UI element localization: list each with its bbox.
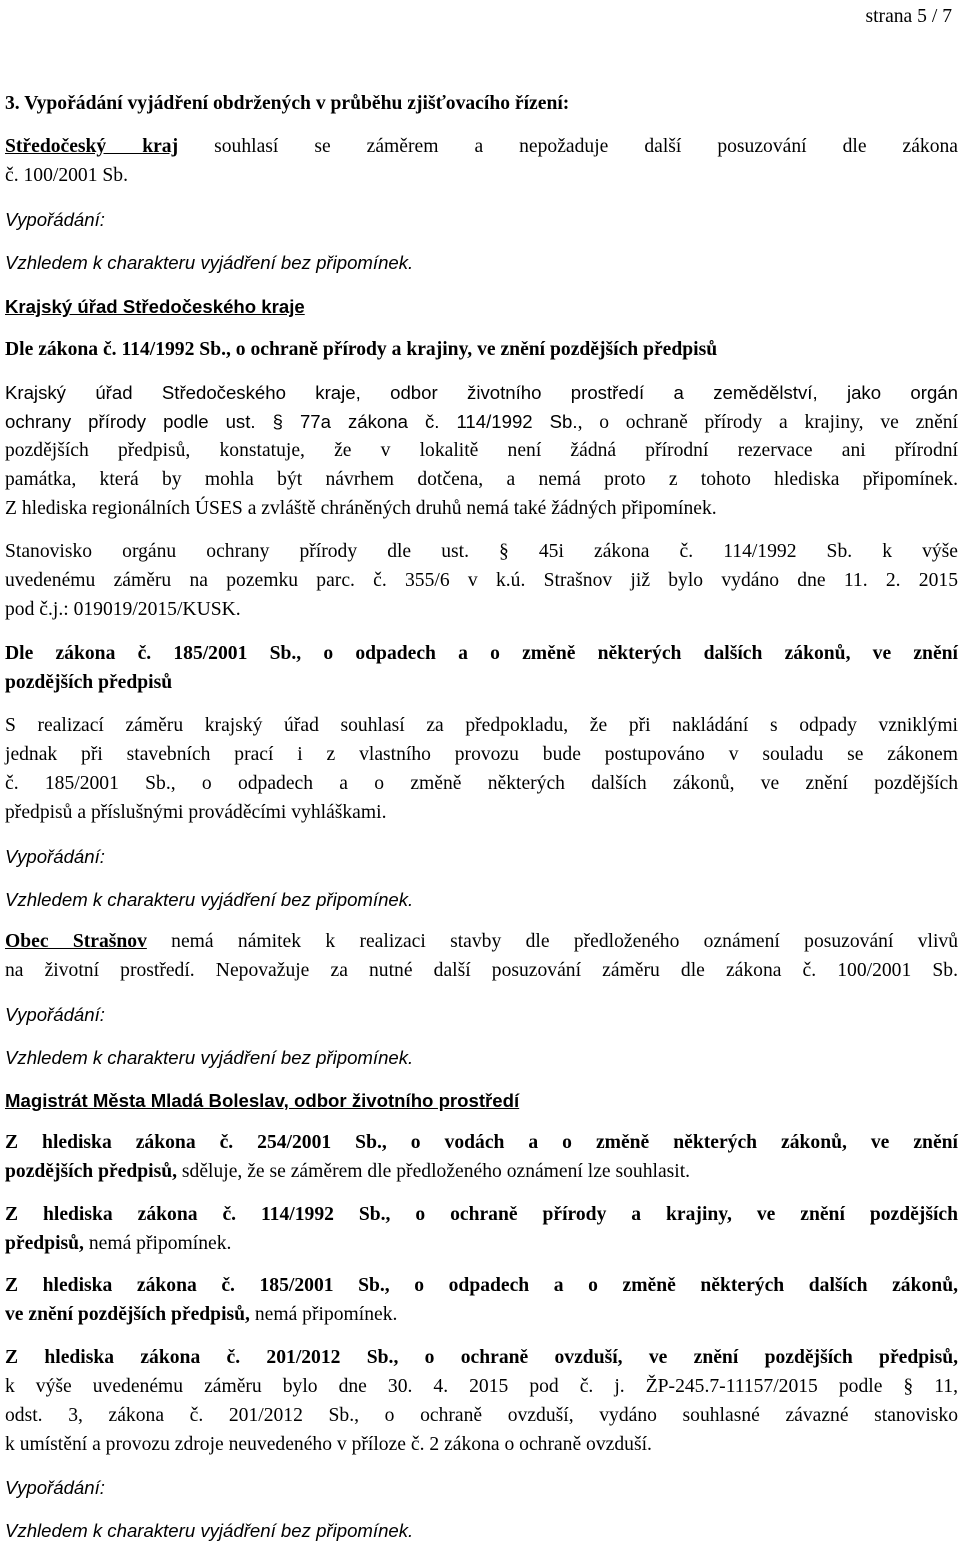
org-name: Obec Strašnov	[5, 931, 147, 952]
paragraph-line: uvedenému záměru na pozemku parc. č. 355/6 v k.ú. Strašnov již bylo vydáno dne 11. 2. 2015	[5, 570, 958, 591]
statement-obec-strasnov	[5, 927, 958, 956]
law-statement-254-cont	[5, 1157, 690, 1186]
law-statement-201: Z hlediska zákona č. 201/2012 Sb., o ochraně ovzduší, ve znění pozdějších předpisů,	[5, 1347, 958, 1368]
paragraph-line: S realizací záměru krajský úřad souhlasí za předpokladu, že při nakládání s odpady vzniklými	[5, 715, 958, 736]
law-statement-114: Z hlediska zákona č. 114/1992 Sb., o ochraně přírody a krajiny, ve znění pozdějších	[5, 1204, 958, 1225]
org-heading-magistrat: Magistrát Města Mladá Boleslav, odbor životního prostředí	[5, 1090, 520, 1111]
law-span: předpisů,	[5, 1233, 84, 1254]
paragraph-line: jednak při stavebních prací i z vlastního provozu bude postupováno v souladu se zákonem	[5, 744, 958, 765]
vyporadani-label: Vypořádání:	[5, 1477, 105, 1498]
vyporadani-text: Vzhledem k charakteru vyjádření bez připomínek.	[5, 889, 414, 910]
paragraph-span: ochrany přírody podle ust. § 77a zákona č. 114/1992 Sb.	[5, 411, 578, 432]
paragraph-line: pozdějších předpisů, konstatuje, že v lokalitě není žádná přírodní rezervace ani přírodní	[5, 440, 958, 461]
statement-text-cont: č. 100/2001 Sb.	[5, 165, 129, 186]
paragraph-line: Krajský úřad Středočeského kraje, odbor životního prostředí a zemědělství, jako orgán	[5, 382, 958, 403]
paragraph-line: odst. 3, zákona č. 201/2012 Sb., o ochraně ovzduší, vydáno souhlasné závazné stanovisko	[5, 1405, 958, 1426]
law-heading-185: Dle zákona č. 185/2001 Sb., o odpadech a o změně některých dalších zákonů, ve znění	[5, 643, 958, 664]
law-span: nemá připomínek.	[83, 1233, 232, 1254]
law-statement-254: Z hlediska zákona č. 254/2001 Sb., o vodách a o změně některých zákonů, ve znění	[5, 1132, 958, 1153]
statement-stredocesky-kraj	[5, 132, 958, 161]
paragraph-line: k výše uvedenému záměru bylo dne 30. 4. 2015 pod č. j. ŽP-245.7-11157/2015 podle § 11,	[5, 1376, 958, 1397]
law-statement-185-cont	[5, 1300, 397, 1329]
org-heading-krajsky-urad: Krajský úřad Středočeského kraje	[5, 296, 305, 317]
paragraph-line: Z hlediska regionálních ÚSES a zvláště chráněných druhů nemá také žádných připomínek.	[5, 498, 717, 519]
paragraph-line: předpisů a příslušnými prováděcími vyhláškami.	[5, 802, 387, 823]
law-span: pozdějších předpisů,	[5, 1161, 178, 1182]
vyporadani-label: Vypořádání:	[5, 1004, 105, 1025]
org-name: Středočeský kraj	[5, 136, 179, 157]
statement-text: souhlasí se záměrem a nepožaduje další posuzování dle zákona	[178, 136, 958, 157]
vyporadani-text: Vzhledem k charakteru vyjádření bez připomínek.	[5, 1047, 414, 1068]
vyporadani-text: Vzhledem k charakteru vyjádření bez připomínek.	[5, 1520, 414, 1541]
law-heading-114: Dle zákona č. 114/1992 Sb., o ochraně přírody a krajiny, ve znění pozdějších předpisů	[5, 339, 718, 360]
paragraph-line: č. 185/2001 Sb., o odpadech a o změně některých dalších zákonů, ve znění pozdějších	[5, 773, 958, 794]
paragraph-line	[5, 407, 958, 437]
section-title: 3. Vypořádání vyjádření obdržených v průběhu zjišťovacího řízení:	[5, 93, 570, 114]
vyporadani-label: Vypořádání:	[5, 209, 105, 230]
page-number: strana 5 / 7	[865, 6, 952, 27]
law-span: ve znění pozdějších předpisů,	[5, 1304, 250, 1325]
vyporadani-label: Vypořádání:	[5, 846, 105, 867]
law-heading-185-cont: pozdějších předpisů	[5, 672, 173, 693]
law-span: nemá připomínek.	[249, 1304, 398, 1325]
paragraph-line: Stanovisko orgánu ochrany přírody dle ust. § 45i zákona č. 114/1992 Sb. k výše	[5, 541, 958, 562]
paragraph-line: pod č.j.: 019019/2015/KUSK.	[5, 599, 241, 620]
law-span: sděluje, že se záměrem dle předloženého oznámení lze souhlasit.	[177, 1161, 691, 1182]
law-statement-185: Z hlediska zákona č. 185/2001 Sb., o odpadech a o změně některých dalších zákonů,	[5, 1275, 958, 1296]
statement-text-cont: na životní prostředí. Nepovažuje za nutné další posuzování záměru dle zákona č. 100/2001 Sb.	[5, 960, 958, 981]
vyporadani-text: Vzhledem k charakteru vyjádření bez připomínek.	[5, 252, 414, 273]
paragraph-span: , o ochraně přírody a krajiny, ve znění	[577, 412, 959, 433]
paragraph-line: k umístění a provozu zdroje neuvedeného v příloze č. 2 zákona o ochraně ovzduší.	[5, 1434, 652, 1455]
law-statement-114-cont	[5, 1229, 231, 1258]
statement-text: nemá námitek k realizaci stavby dle předloženého oznámení posuzování vlivů	[146, 931, 958, 952]
paragraph-line: památka, která by mohla být návrhem dotčena, a nemá proto z tohoto hlediska připomínek.	[5, 469, 958, 490]
